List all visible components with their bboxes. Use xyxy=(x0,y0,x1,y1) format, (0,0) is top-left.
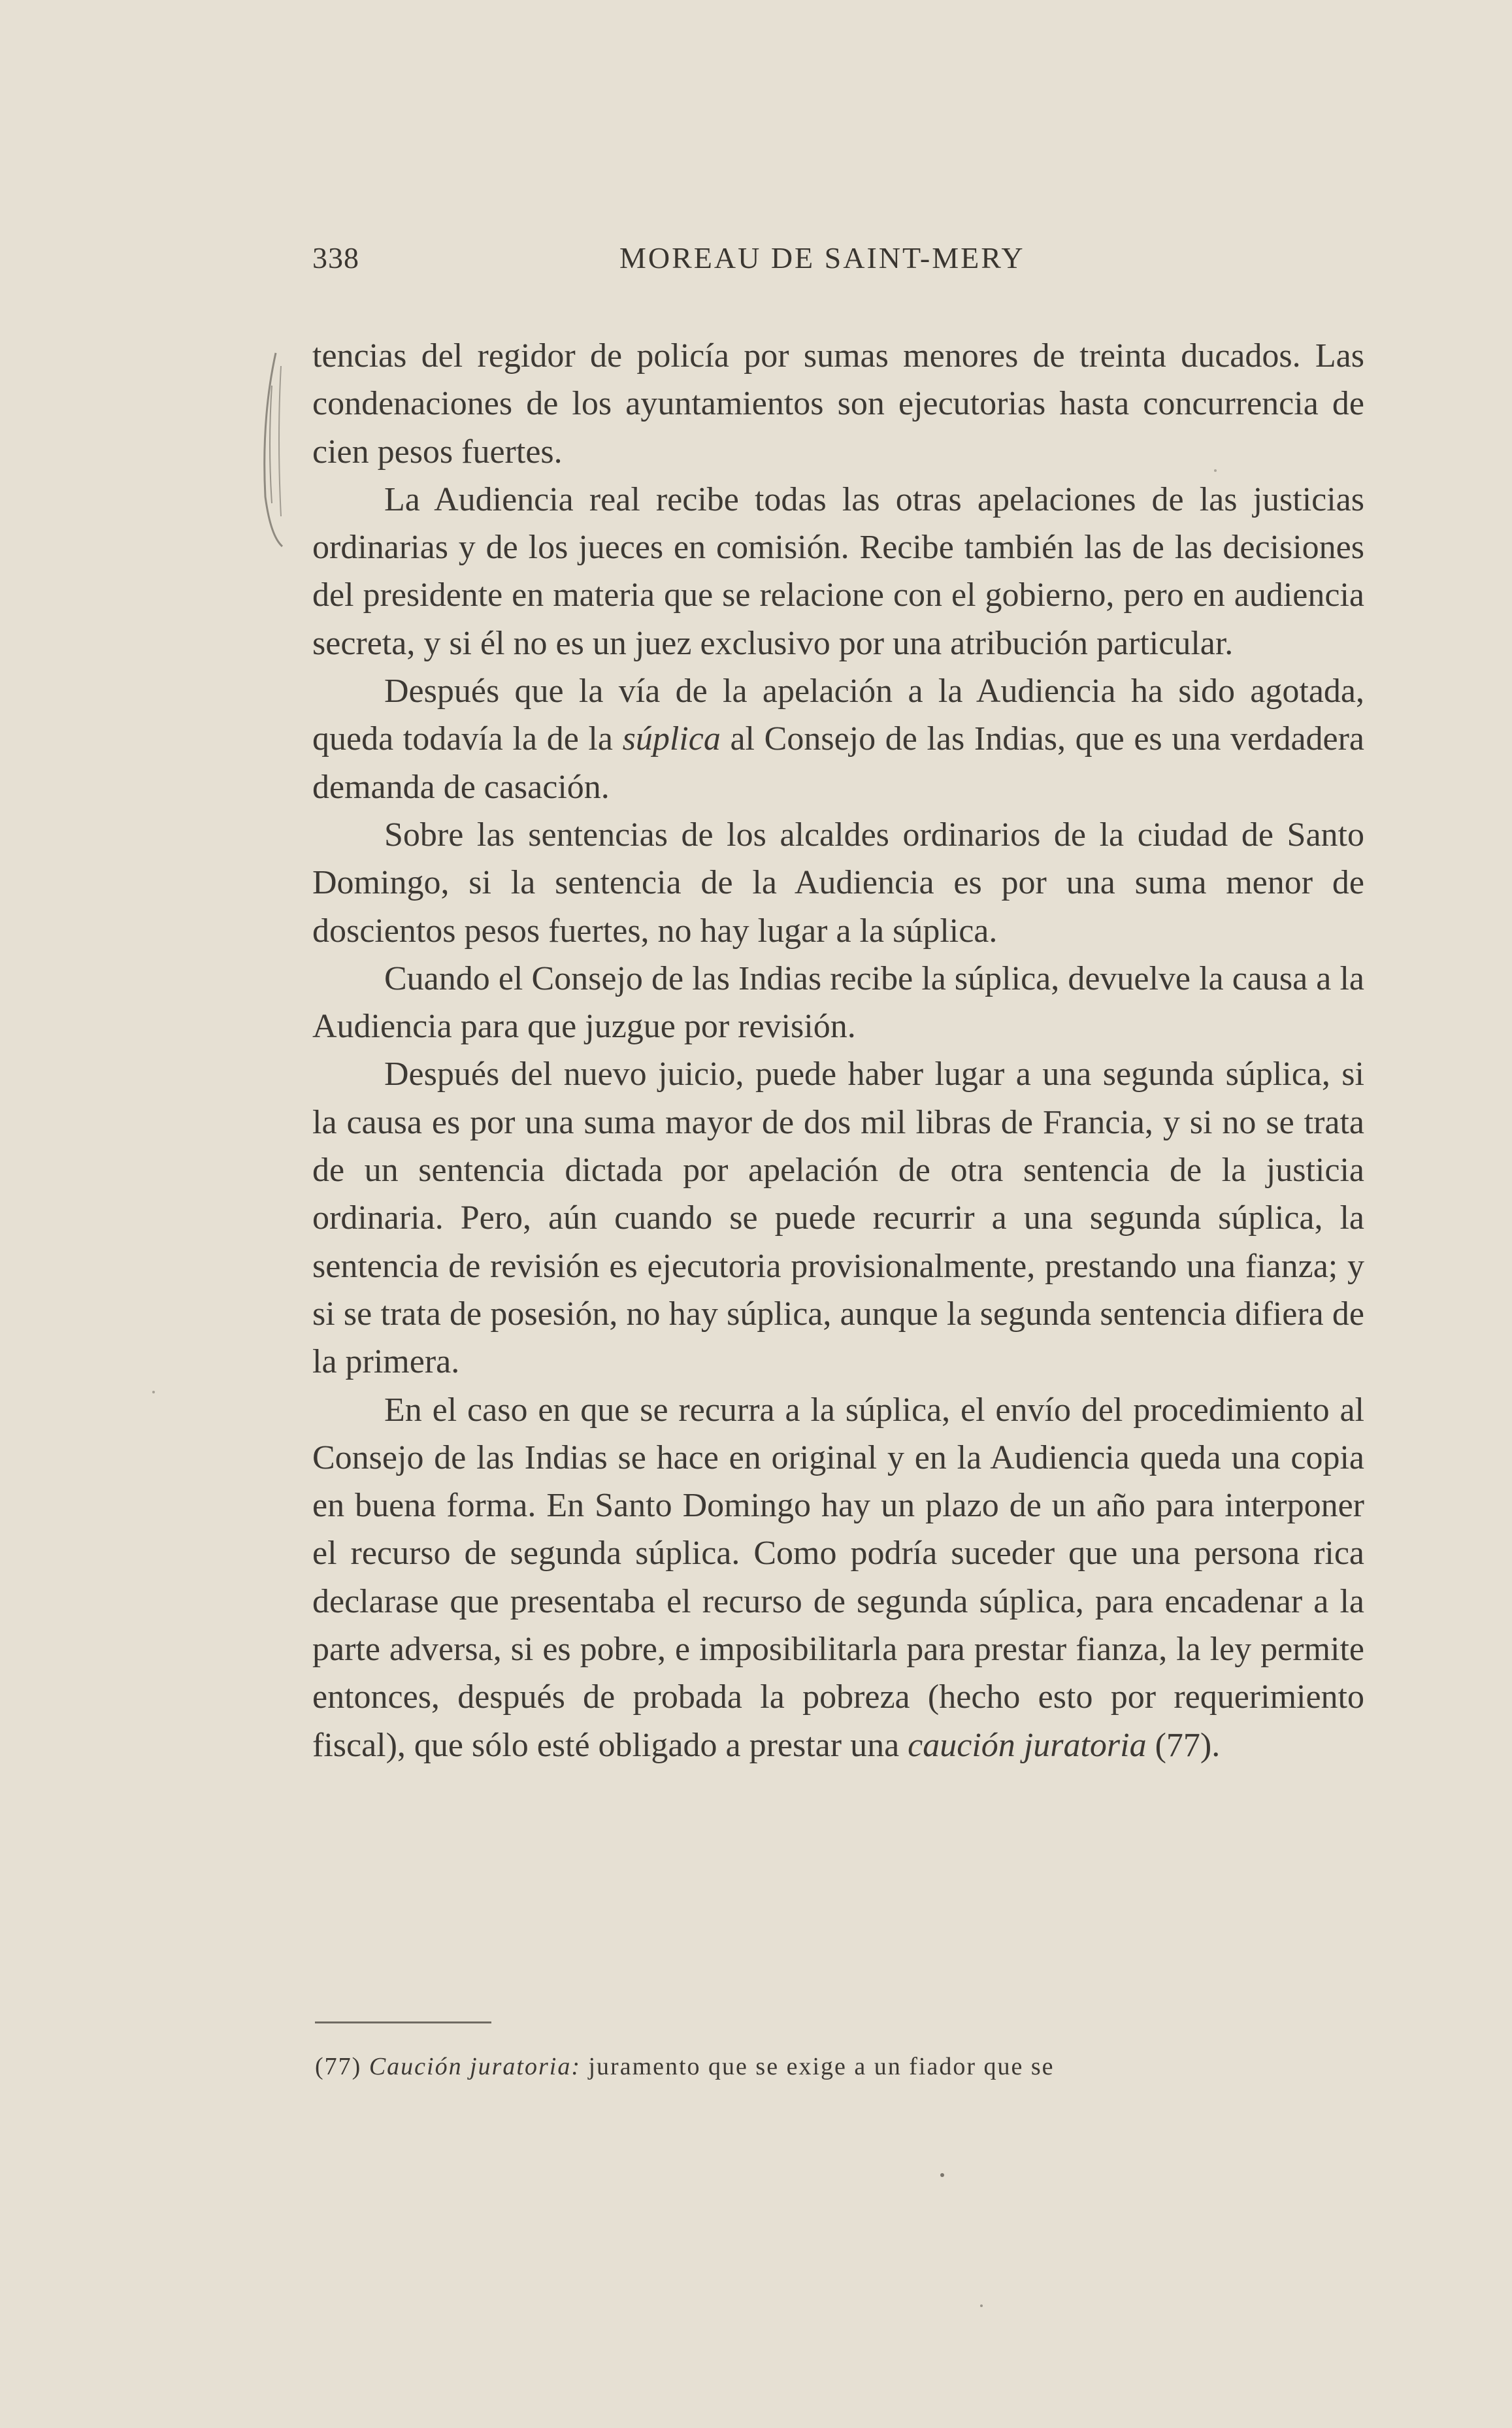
paragraph-5: Cuando el Consejo de las Indias recibe la súplica, devuelve la causa a la Audiencia para que juzgue por revisión. xyxy=(312,959,1364,1046)
paragraph-3-text-b: al Consejo de las Indias, que es una verdadera demanda de casación. xyxy=(312,720,1365,806)
footnote-marker: (77) xyxy=(315,2053,362,2080)
paragraph-7 xyxy=(312,1386,1364,1769)
paragraph-7-text-b: (77). xyxy=(1146,1726,1221,1764)
footnote-divider xyxy=(315,2021,491,2023)
paragraph-6: Después del nuevo juicio, puede haber lugar a una segunda súplica, si la causa es por una suma mayor de dos mil libras de Francia, y si no se trata de un sentencia dictada por apelación de otra sentencia de la justicia ordinaria. Pero, aún cuando se puede recurrir a una segunda súplica, la sentencia de revisión es ejecutoria provisionalmente, prestando una fianza; y si se trata de posesión, no hay súplica, aunque la segunda sentencia difiera de la primera. xyxy=(312,1056,1364,1381)
footnote-text: juramento que se exige a un fiador que se xyxy=(581,2053,1055,2080)
paragraph-3-italic: súplica xyxy=(622,720,721,758)
footnote-term: Caución juratoria: xyxy=(369,2053,581,2080)
running-head xyxy=(312,241,1364,286)
paragraph-4: Sobre las sentencias de los alcaldes ordinarios de la ciudad de Santo Domingo, si la sentencia de la Audiencia es por una suma menor de doscientos pesos fuertes, no hay lugar a la súplica. xyxy=(312,816,1364,950)
body-text xyxy=(312,332,1364,1769)
paragraph-3 xyxy=(312,667,1364,811)
paragraph-2: La Audiencia real recibe todas las otras apelaciones de las justicias ordinarias y de los jueces en comisión. Recibe también las de las decisiones del presidente en materia que se relacione con el gobierno, pero en audiencia secreta, y si él no es un juez exclusivo por una atribución particular. xyxy=(312,480,1364,662)
paragraph-3-text-a: Después que la vía de la apelación a la Audiencia ha sido agotada, queda todavía la de la xyxy=(312,673,1364,758)
page-number: 338 xyxy=(312,241,359,274)
paragraph-7-text-a: En el caso en que se recurra a la súplica, el envío del procedimiento al Consejo de las Indias se hace en original y en la Audiencia queda una copia en buena forma. En Santo Domingo hay un plazo de un año para interponer el recurso de segunda súplica. Como podría suceder que una persona rica declarase que presentaba el recurso de segunda súplica, para encadenar a la parte adversa, si es pobre, e imposibilitarla para prestar fianza, la ley permite entonces, después de probada la pobreza (hecho esto por requerimiento fiscal), que sólo esté obligado a prestar una xyxy=(312,1391,1364,1764)
footnote xyxy=(315,2052,1367,2081)
running-title: MOREAU DE SAINT-MERY xyxy=(619,241,1025,274)
paragraph-7-italic: caución juratoria xyxy=(908,1726,1147,1764)
paragraph-1: tencias del regidor de policía por sumas menores de treinta ducados. Las condenaciones de los ayuntamientos son ejecutorias hasta concurrencia de cien pesos fuertes. xyxy=(312,337,1364,471)
margin-pencil-mark xyxy=(242,340,320,549)
